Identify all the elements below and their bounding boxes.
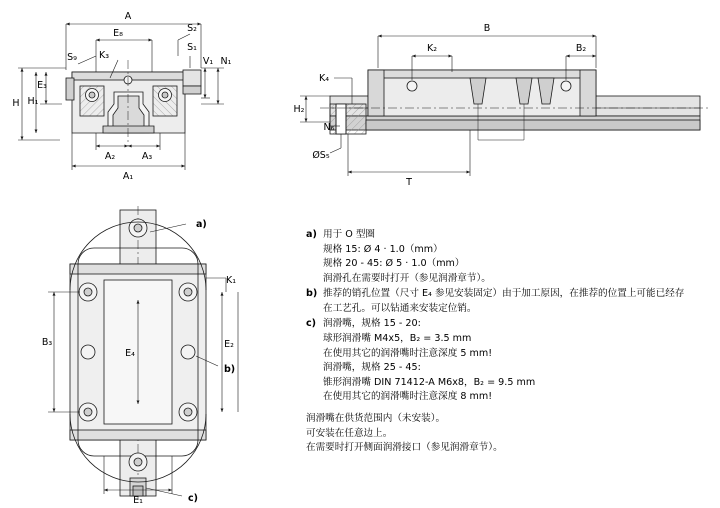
callout-a: a): [196, 219, 207, 230]
label-A1: A₁: [122, 171, 134, 182]
note-b-line-1: 推荐的销孔位置（尺寸 E₄ 参见安装固定）由于加工原因，在推荐的位置上可能已经存: [323, 288, 685, 300]
callout-c: c): [188, 493, 198, 504]
note-a-line-2: 规格 15: Ø 4 · 1.0（mm）: [323, 243, 443, 255]
label-K4: K₄: [318, 73, 330, 84]
label-A3: A₃: [141, 151, 153, 162]
label-K2: K₂: [426, 43, 438, 54]
note-a-line-1: 用于 O 型圈: [323, 229, 376, 240]
label-V1: V₁: [202, 56, 214, 67]
label-B3: B₃: [41, 337, 53, 348]
label-S5: ØS₅: [312, 150, 330, 161]
label-B: B: [483, 23, 491, 34]
note-a-marker: a): [306, 229, 317, 240]
label-H2: H₂: [293, 104, 305, 115]
note-c-line-2: 球形润滑嘴 M4x5，B₂ = 3.5 mm: [323, 333, 472, 345]
label-S1: S₁: [187, 42, 197, 53]
note-b-marker: b): [306, 288, 318, 300]
note-c-body: [323, 317, 710, 404]
note-c: [306, 317, 710, 404]
label-H: H: [12, 98, 20, 109]
label-H1: H₁: [27, 96, 39, 107]
note-c-line-6: 在使用其它的润滑嘴时注意深度 8 mm!: [323, 391, 493, 403]
note-c-line-1: 润滑嘴，规格 15 - 20:: [323, 318, 421, 330]
note-tail-line-3: 在需要时打开侧面润滑接口（参见润滑章节）。: [306, 442, 503, 454]
notes-block: [306, 228, 710, 456]
note-b: [306, 287, 710, 316]
note-a-line-3: 规格 20 - 45: Ø 5 · 1.0（mm）: [323, 258, 465, 270]
note-c-marker: c): [306, 318, 317, 330]
note-c-line-5: 锥形润滑嘴 DIN 71412-A M6x8，B₂ = 9.5 mm: [323, 376, 536, 388]
label-E2: E₂: [224, 339, 234, 350]
label-B2: B₂: [575, 43, 587, 54]
label-A: A: [124, 11, 132, 22]
note-c-line-4: 润滑嘴，规格 25 - 45:: [323, 362, 421, 374]
callout-b: b): [224, 364, 236, 375]
label-S2: S₂: [187, 23, 197, 34]
note-tail-line-1: 润滑嘴在供货范围内（未安装）。: [306, 412, 446, 424]
label-T: T: [406, 177, 412, 188]
note-b-line-2: 在工艺孔。可以钻通来安装定位销。: [323, 302, 477, 314]
front-view-geometry: [66, 60, 201, 146]
note-a-line-4: 润滑孔在需要时打开（参见润滑章节）。: [323, 272, 491, 284]
label-N1: N₁: [220, 56, 232, 67]
label-K3: K₃: [98, 50, 110, 61]
note-c-line-3: 在使用其它的润滑嘴时注意深度 5 mm!: [323, 347, 493, 359]
label-A2: A₂: [104, 151, 116, 162]
note-a: [306, 228, 710, 286]
label-E8: E₈: [113, 28, 123, 39]
note-tail-line-2: 可安装在任意边上。: [306, 427, 393, 439]
label-E1: E₁: [133, 495, 143, 506]
label-E3: E₃: [37, 80, 47, 91]
label-E4: E₄: [125, 348, 135, 359]
label-N6: N₆: [323, 122, 335, 133]
note-a-body: [323, 228, 710, 286]
label-S9: S₉: [67, 52, 77, 63]
label-K1: K₁: [225, 275, 237, 286]
note-tail: [306, 412, 710, 456]
side-view-geometry: [320, 70, 710, 134]
note-b-body: [323, 287, 710, 316]
